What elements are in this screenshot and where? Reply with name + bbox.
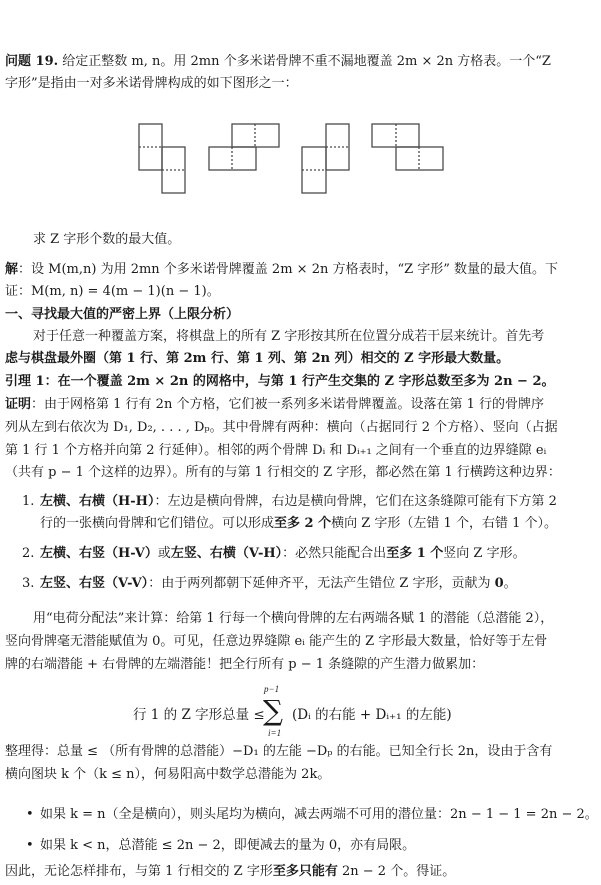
case-1-text-2c: 横向 Z 字形（左错 1 个，右错 1 个）。 (331, 516, 557, 531)
solution-line-2: 证：M(m, n) = 4(m − 1)(n − 1)。 (5, 284, 220, 299)
z-shapes-figure (0, 0, 601, 210)
formula-rhs: (Dᵢ 的右能 + Dᵢ₊₁ 的左能) (292, 707, 452, 723)
conclusion-text-c: 2n − 2 个。得证。 (337, 864, 456, 879)
case-1-line-2 (40, 514, 557, 534)
z-shape-3 (302, 124, 349, 193)
bullet-item-2: 如果 k < n，总潜能 ≤ 2n − 2，即便减去的量为 0，亦有局限。 (40, 838, 416, 853)
proof-line-2: 列从左到右依次为 D₁, D₂, . . . , Dₚ。其中骨牌有两种：横向（占据同行 2 个方格）、竖向（占据 (5, 420, 558, 435)
section-para-line-2: 虑与棋盘最外圈（第 1 行、第 2m 行、第 1 列、第 2n 列）相交的 Z 字形最大数量。 (5, 351, 510, 366)
charge-line-1: 用“电荷分配法”来计算：给第 1 行每一个横向骨牌的左右两端各赋 1 的潜能（总潜能 2）， (33, 611, 554, 626)
solution-text-1: ：设 M(m,n) 为用 2mn 个多米诺骨牌覆盖 2m × 2n 方格表时，“Z 字形” 数量的最大值。下 (18, 262, 559, 277)
charge-line-2: 竖向骨牌毫无潜能赋值为 0。可见，任意边界缝隙 eᵢ 能产生的 Z 字形最大数量，恰好等于左骨 (5, 634, 548, 649)
section-heading: 一、寻找最大值的严密上界（上限分析） (5, 307, 240, 322)
case-2-emphasis: 至多 1 个 (386, 546, 444, 561)
bullet-icon: • (26, 807, 34, 822)
solution-label: 解 (5, 262, 19, 277)
case-2-or: 或 (157, 546, 171, 561)
case-1-text: ：左边是横向骨牌，右边是横向骨牌，它们在这条缝隙可能有下方第 2 (154, 494, 557, 509)
proof-line-1 (5, 395, 544, 415)
problem-label: 问题 19. (5, 54, 59, 69)
case-3-title: 左竖、右竖（V-V） (40, 576, 149, 591)
sum-lower-limit: i=1 (268, 728, 282, 738)
case-1-text-2a: 行的一张横向骨牌和它们错位。可以形成 (40, 516, 275, 531)
proof-line-3: 第 1 行 1 个方格并向第 2 行延伸）。相邻的两个骨牌 Dᵢ 和 Dᵢ₊₁ 之间有一个垂直的边界缝隙 eᵢ (5, 443, 547, 458)
section-para-line-1: 对于任意一种覆盖方案，将棋盘上的所有 Z 字形按其所在位置分成若干层来统计。首先考 (33, 329, 545, 344)
question: 求 Z 字形个数的最大值。 (33, 232, 181, 247)
z-shape-4 (372, 124, 443, 170)
sum-icon: ∑ (263, 694, 283, 727)
case-2-text-end: 竖向 Z 字形。 (443, 546, 526, 561)
solution-line-1 (5, 260, 558, 280)
case-2-line (40, 544, 526, 564)
bullet-item-1: 如果 k = n（全是横向），则头尾均为横向，减去两端不可用的潜位量：2n − 1 − 1 = 2n − 2。 (40, 807, 598, 822)
case-2-number: 2. (22, 546, 35, 561)
proof-text-1: ：由于网格第 1 行有 2n 个方格，它们被一系列多米诺骨牌覆盖。设落在第 1 行的骨牌序 (31, 397, 544, 412)
charge-line-3: 牌的右端潜能 + 右骨牌的左端潜能！把全行所有 p − 1 条缝隙的产生潜力做累加： (5, 657, 485, 672)
summary-line-2: 横向图块 k 个（k ≤ n），何易阳高中数学总潜能为 2k。 (5, 767, 331, 782)
case-3-emphasis: 0 (494, 576, 504, 591)
problem-text-1: 给定正整数 m, n。用 2mn 个多米诺骨牌不重不漏地覆盖 2m × 2n 方格表。一个“Z (58, 54, 551, 69)
sum-upper-limit: p−1 (264, 684, 280, 694)
problem-line-2: 字形”是指由一对多米诺骨牌构成的如下图形之一： (5, 76, 298, 91)
proof-line-4: （共有 p − 1 个这样的边界）。所有的与第 1 行相交的 Z 字形，都必然在第 1 行横跨这种边界： (5, 465, 561, 480)
z-shape-1 (139, 124, 185, 193)
case-2-title: 左横、右竖（H-V） (40, 546, 158, 561)
case-2-text: ：必然只能配合出 (282, 546, 387, 561)
case-1-line-1 (40, 492, 557, 512)
lemma: 引理 1：在一个覆盖 2m × 2n 的网格中，与第 1 行产生交集的 Z 字形总数至多为 2n − 2。 (5, 374, 555, 389)
proof-label: 证明 (5, 397, 32, 412)
summary-line-1: 整理得：总量 ≤ （所有骨牌的总潜能）−D₁ 的左能 −Dₚ 的右能。已知全行长 2n，设由于含有 (5, 744, 553, 759)
case-1-title: 左横、右横（H-H） (40, 494, 155, 509)
case-3-text-end: 。 (503, 576, 517, 591)
case-2-title-2: 左竖、右横（V-H） (170, 546, 283, 561)
case-1-emphasis: 至多 2 个 (274, 516, 332, 531)
case-1-number: 1. (22, 494, 35, 509)
case-3-number: 3. (22, 576, 35, 591)
conclusion-text-a: 因此，无论怎样排布，与第 1 行相交的 Z 字形 (5, 864, 273, 879)
case-3-text: ：由于两列都朝下延伸齐平，无法产生错位 Z 字形，贡献为 (148, 576, 495, 591)
bullet-icon: • (26, 838, 34, 853)
conclusion-emphasis: 至多只能有 (272, 864, 338, 879)
z-shape-2 (209, 124, 279, 170)
conclusion (5, 862, 455, 882)
case-3-line (40, 574, 517, 594)
formula-lhs: 行 1 的 Z 字形总量 ≤ (133, 707, 265, 723)
